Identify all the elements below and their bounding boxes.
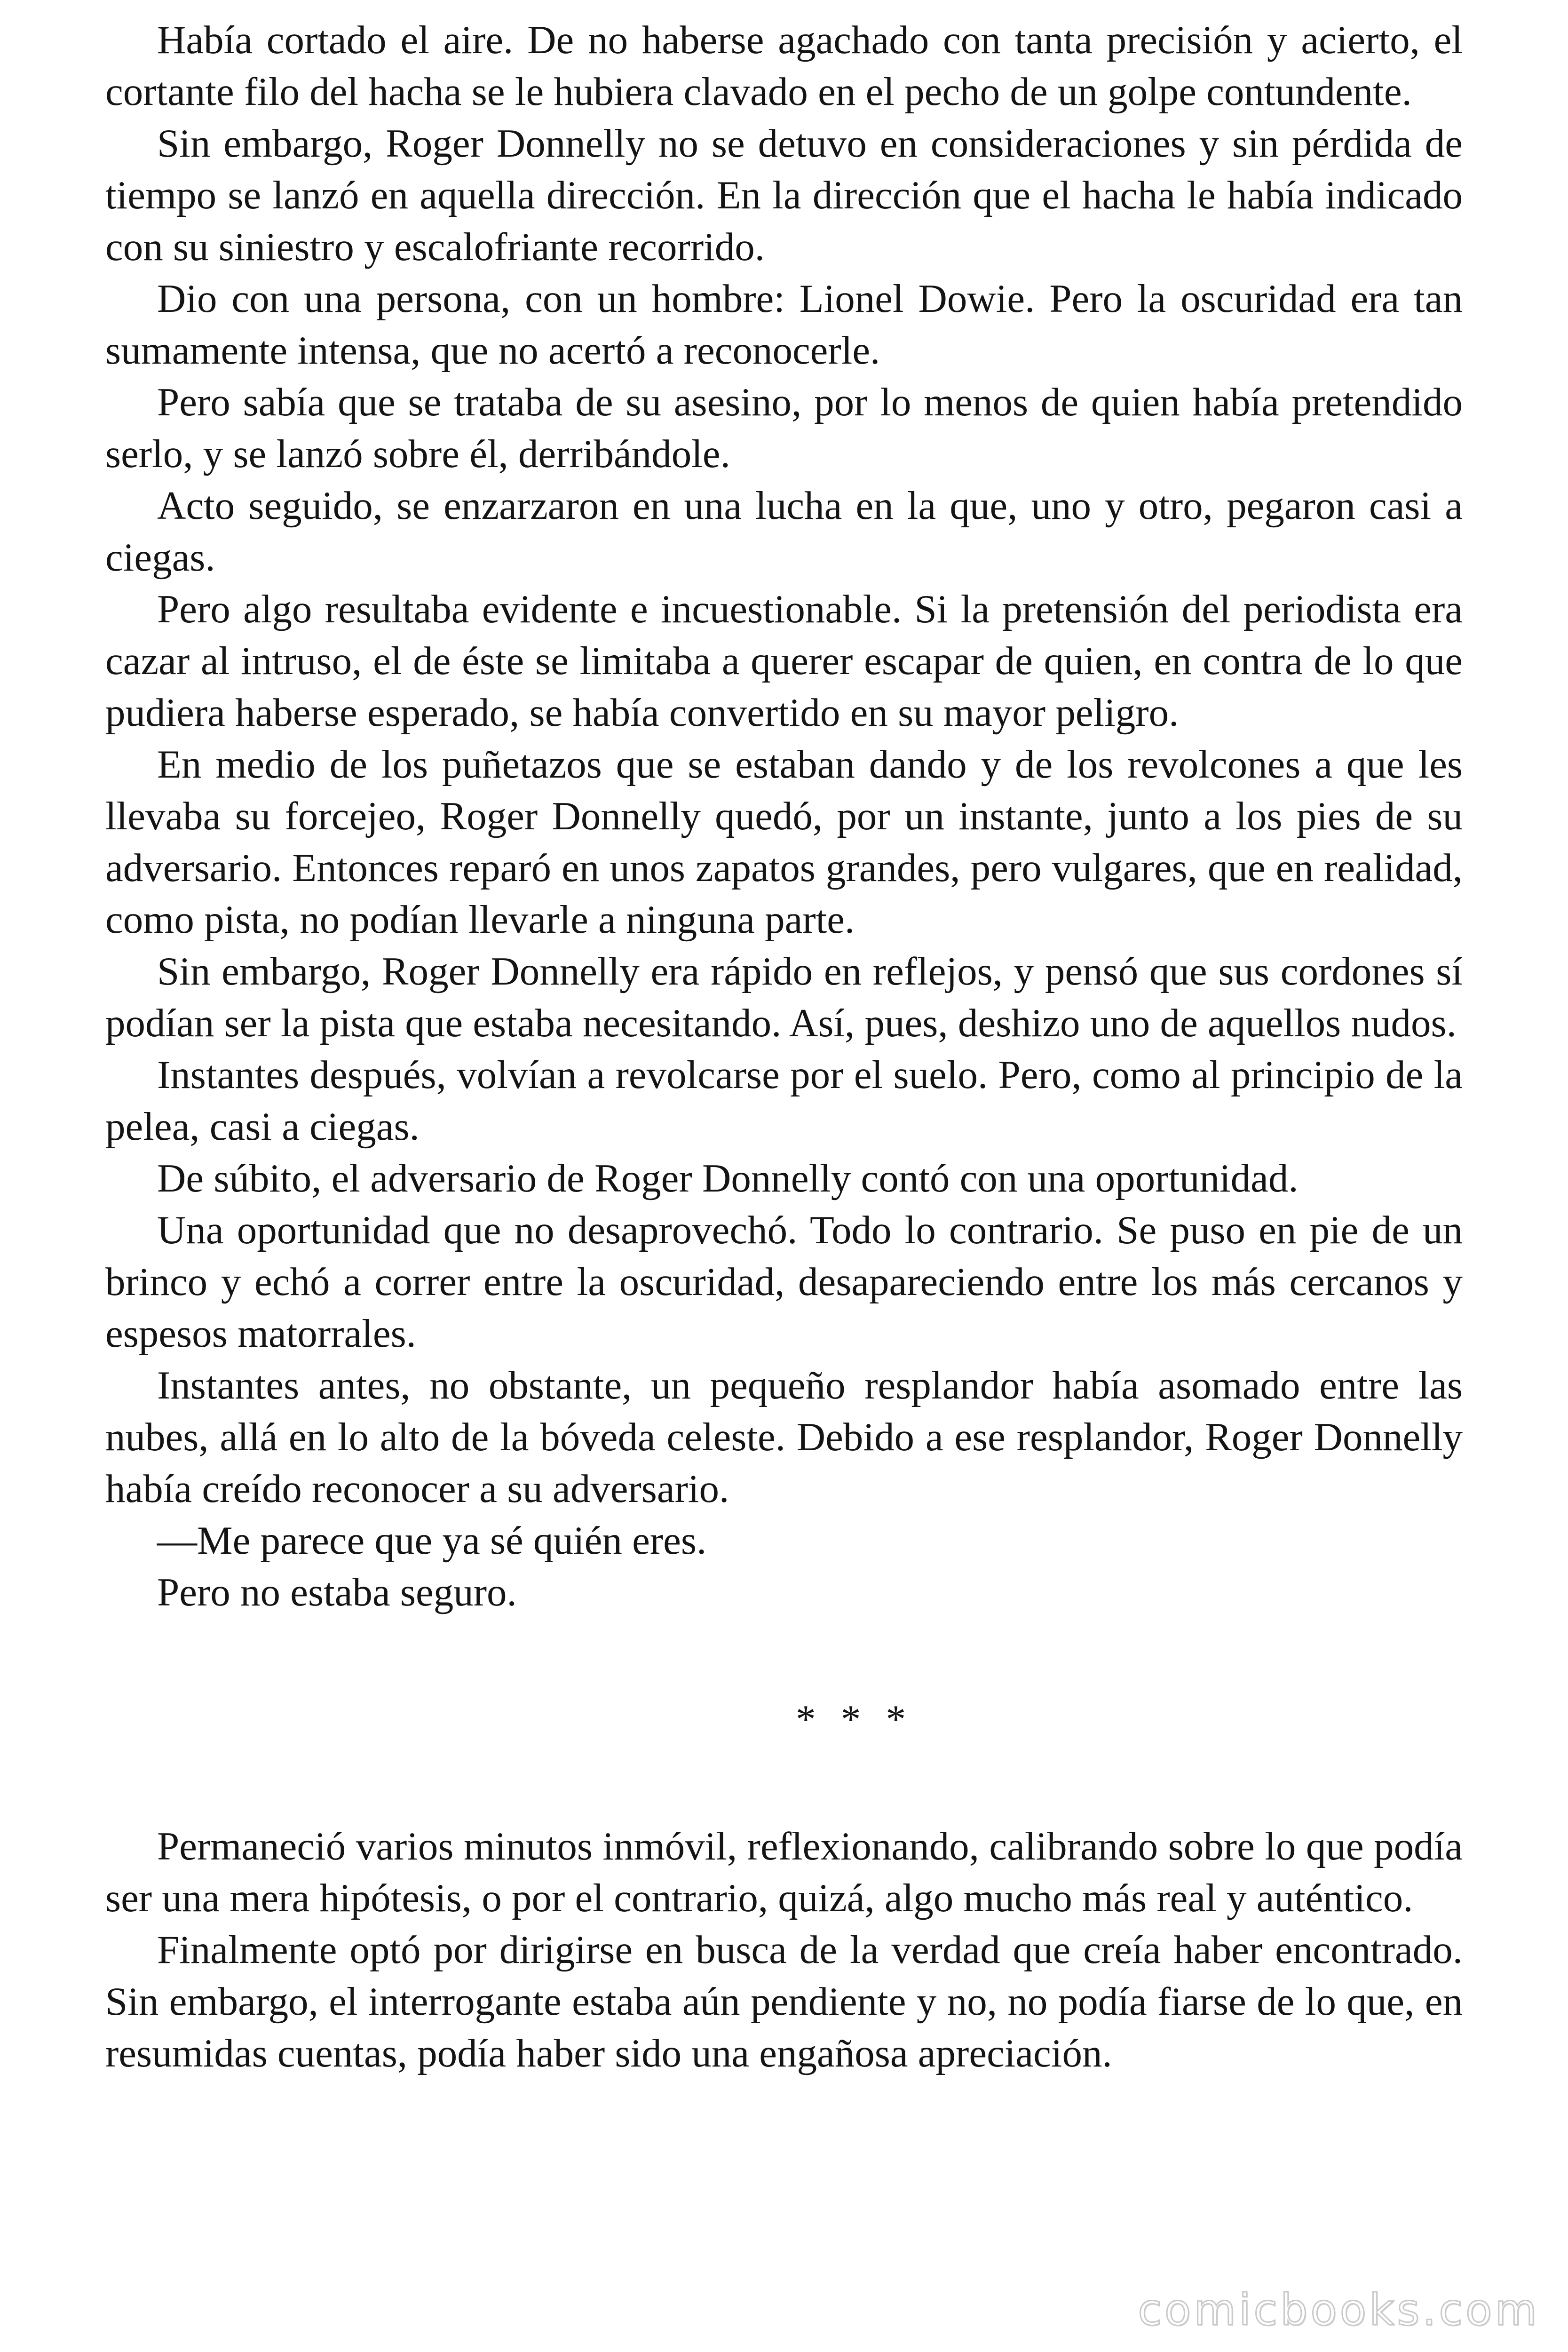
book-page: [105, 14, 1463, 2079]
paragraph: En medio de los puñetazos que se estaban dando y de los revolcones a que les llevaba su forcejeo, Roger Donnelly quedó, por un instante, junto a los pies de su adversario. Entonces reparó en unos zapatos grandes, pero vulgares, que en realidad, como pista, no podían llevarle a ninguna parte.: [105, 742, 1463, 942]
section-break: * * *: [796, 1697, 913, 1741]
paragraph: Instantes después, volvían a revolcarse por el suelo. Pero, como al principio de la pelea, casi a ciegas.: [105, 1053, 1463, 1149]
paragraph: Pero sabía que se trataba de su asesino, por lo menos de quien había pretendido serlo, y se lanzó sobre él, derribándole.: [105, 380, 1463, 476]
paragraph: Instantes antes, no obstante, un pequeño resplandor había asomado entre las nubes, allá en lo alto de la bóveda celeste. Debido a ese resplandor, Roger Donnelly había creído reconocer a su adversario.: [105, 1363, 1463, 1511]
watermark: comicbooks.com: [1138, 2285, 1540, 2335]
dialogue-line: —Me parece que ya sé quién eres.: [157, 1518, 707, 1563]
paragraph: Una oportunidad que no desaprovechó. Todo lo contrario. Se puso en pie de un brinco y echó a correr entre la oscuridad, desapareciendo entre los más cercanos y espesos matorrales.: [105, 1208, 1463, 1356]
paragraph: De súbito, el adversario de Roger Donnelly contó con una oportunidad.: [157, 1156, 1299, 1200]
paragraph: Sin embargo, Roger Donnelly era rápido en reflejos, y pensó que sus cordones sí podían ser la pista que estaba necesitando. Así, pues, deshizo uno de aquellos nudos.: [105, 949, 1463, 1045]
section-one: [105, 14, 1463, 1618]
paragraph: Dio con una persona, con un hombre: Lionel Dowie. Pero la oscuridad era tan sumamente intensa, que no acertó a reconocerle.: [105, 277, 1463, 373]
paragraph: Había cortado el aire. De no haberse agachado con tanta precisión y acierto, el cortante filo del hacha se le hubiera clavado en el pecho de un golpe contundente.: [105, 18, 1463, 114]
paragraph: Sin embargo, Roger Donnelly no se detuvo en consideraciones y sin pérdida de tiempo se lanzó en aquella dirección. En la dirección que el hacha le había indicado con su siniestro y escalofriante recorrido.: [105, 121, 1463, 269]
section-two: [105, 1820, 1463, 2079]
paragraph: Pero no estaba seguro.: [157, 1570, 517, 1614]
paragraph: Pero algo resultaba evidente e incuestionable. Si la pretensión del periodista era cazar al intruso, el de éste se limitaba a querer escapar de quien, en contra de lo que pudiera haberse esperado, se había convertido en su mayor peligro.: [105, 587, 1463, 735]
paragraph: Permaneció varios minutos inmóvil, reflexionando, calibrando sobre lo que podía ser una mera hipótesis, o por el contrario, quizá, algo mucho más real y auténtico.: [105, 1824, 1463, 1920]
paragraph: Finalmente optó por dirigirse en busca de la verdad que creía haber encontrado. Sin embargo, el interrogante estaba aún pendiente y no, no podía fiarse de lo que, en resumidas cuentas, podía haber sido una engañosa apreciación.: [105, 1928, 1463, 2075]
paragraph: Acto seguido, se enzarzaron en una lucha en la que, uno y otro, pegaron casi a ciegas.: [105, 484, 1463, 580]
